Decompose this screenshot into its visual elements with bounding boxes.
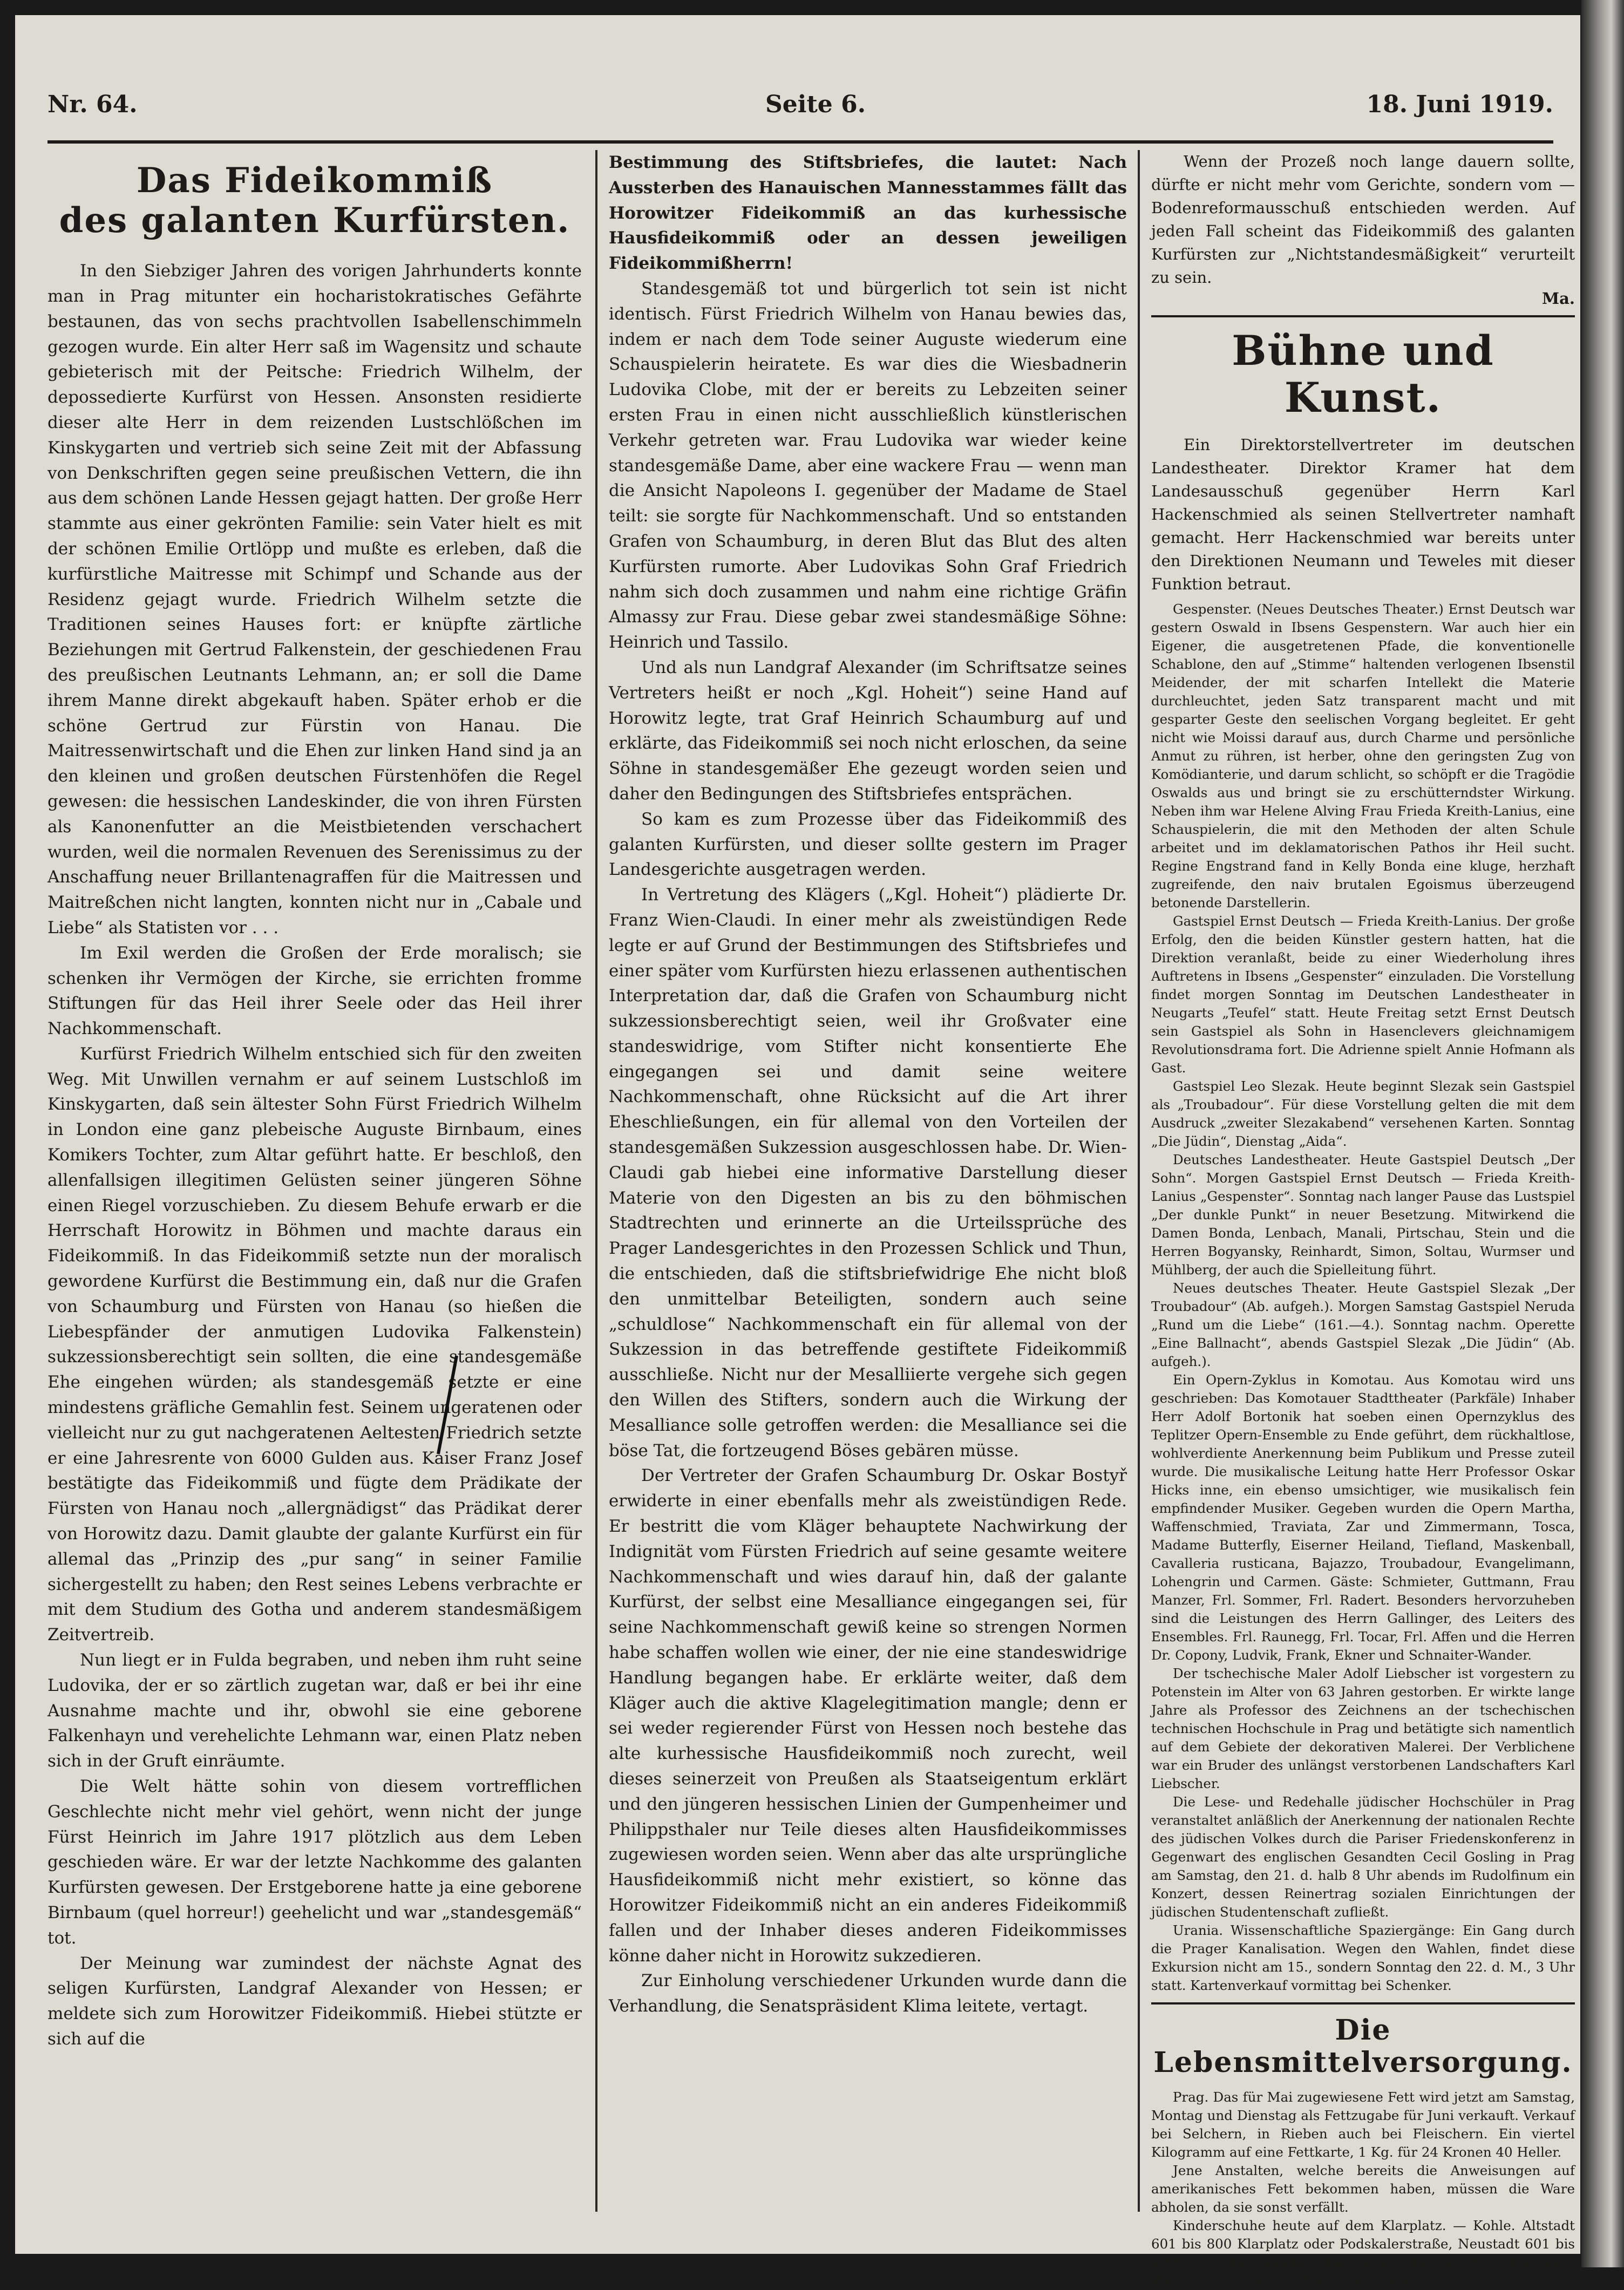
header-rule [47,140,1553,144]
article-paragraph: Bestimmung des Stiftsbriefes, die lautet: Nach Aussterben des Hanauischen Mannesstammes fällt das Horowitzer Fideikommiß an das kurhessische Hausfideikommiß oder an dessen jeweiligen Fideikommißherrn! [609,153,1127,274]
page-header [47,91,1553,134]
news-item: Jene Anstalten, welche bereits die Anweisungen auf amerikanisches Fett bekommen haben, müssen die Ware abholen, da sie sonst verfällt. [1151,2163,1575,2216]
column-1 [47,150,582,2217]
article-paragraph: Zur Einholung verschiedener Urkunden wurde dann die Verhandlung, die Senatspräsident Klima leitete, vertagt. [609,1971,1127,2016]
news-item: Ein Opern-Zyklus in Komotau. Aus Komotau wird uns geschrieben: Das Komotauer Stadttheater (Parkfäle) Inhaber Herr Adolf Bortonik hat soeben einen Opernzyklus des Teplitzer Opern-Ensemble zu Ende geführt, dem rückhaltlose, wohlverdiente Anerkennung beim Publikum und Presse zuteil wurde. Die musikalische Leitung hatte Herr Professor Oskar Hicks inne, ein ebenso umsichtiger, wie musikalisch fein empfindender Musiker. Gegeben wurden die Opern Martha, Waffenschmied, Traviata, Zar und Zimmermann, Tosca, Madame Butterfly, Eiserner Heiland, Tiefland, Maskenball, Cavalleria rusticana, Bajazzo, Troubadour, Evangelimann, Lohengrin und Carmen. Gäste: Schmieter, Guttmann, Frau Manzer, Frl. Sommer, Frl. Radert. Besonders hervorzuheben sind die Leistungen des Herrn Gallinger, des Leiters des Ensembles. Frl. Raunegg, Frl. Tocar, Frl. Affen und die Herren Dr. Copony, Ludvik, Frank, Ekner und Schnaiter-Wander. [1151,1371,1575,1663]
article-headline [47,161,582,240]
article-paragraph: In Vertretung des Klägers („Kgl. Hoheit“) plädierte Dr. Franz Wien-Claudi. In einer mehr als zweistündigen Rede legte er auf Grund der Bestimmungen des Stiftsbriefes und einer später vom Kurfürsten hiezu erlassenen authentischen Interpretation dar, daß die Grafen von Schaumburg nicht sukzessionsberechtigt seien, weil ihr Großvater eine standeswidrige, vom Stifter nicht konsentierte Ehe eingegangen sei und damit seine weitere Nachkommenschaft, ohne Rücksicht auf die Art ihrer Eheschließungen, ein für allemal von den Vorteilen der standesgemäßen Sukzession ausgeschlossen habe. Dr. Wien-Claudi gab hiebei eine informative Darstellung dieser Materie von den Digesten an bis zu den böhmischen Stadtrechten und erinnerte an die Urteilssprüche des Prager Landesgerichtes in den Prozessen Schlick und Thun, die entschieden, daß die stiftsbriefwidrige Ehe nicht bloß den unmittelbar Beteiligten, sondern auch seine „schuldlose“ Nachkommenschaft ein für allemal von der Sukzession in das betreffende gestiftete Fideikommiß ausschließe. Nicht nur der Mesalliierte vergehe sich gegen den Willen des Stifters, sondern auch die Wirkung der Mesalliance solle getroffen werden: die Mesalliance sei die böse Tat, die fortzeugend Böses gebären müsse. [609,885,1127,1460]
section-rule [1151,2002,1575,2004]
news-item: Kinderschuhe heute auf dem Klarplatz. — Kohle. Altstadt 601 bis 800 Klarplatz oder Podskalerstraße, Neustadt 601 bis 1000 Podskalerstraße, Kleinseite 511 bis 610 Klarplatz, Wyschehrad 1 bis 100 Podskalerstraße. [1151,2218,1575,2289]
author-signature: Ma. [1542,289,1575,308]
news-item: Gespenster. (Neues Deutsches Theater.) Ernst Deutsch war gestern Oswald in Ibsens Gespenstern. War auch hier ein Eigener, die ausgetretenen Pfade, die konventionelle Schablone, den auf „Stimme“ haltenden verlogenen Ibsenstil Meidender, der mit scharfen Intellekt die Materie durchleuchtet, jeden Satz transparent macht und mit gesparter Geste den seelischen Vorgang begleitet. Er geht nicht wie Moissi darauf aus, durch Charme und persönliche Anmut zu rühren, ist herber, ohne den geringsten Zug von Komödianterie, und darum schlicht, so schöpft er die Tragödie Oswalds aus und bringt sie zu erschütterndster Wirkung. Neben ihm war Helene Alving Frau Frieda Kreith-Lanius, eine Schauspielerin, die mit den Methoden der alten Schule arbeitet und im deklamatorischen Pathos ihr Heil sucht. Regine Engstrand fand in Kelly Bonda eine kluge, herzhaft zugreifende, den naiv brutalen Egoismus überzeugend betonende Darstellerin. [1151,601,1575,910]
issue-number: Nr. 64. [47,91,138,118]
article-paragraph: Im Exil werden die Großen der Erde moralisch; sie schenken ihr Vermögen der Kirche, sie errichten fromme Stiftungen für das Heil ihrer Seele oder das Heil ihrer Nachkommenschaft. [47,943,582,1039]
issue-date: 18. Juni 1919. [1366,91,1553,118]
article-paragraph: Wenn der Prozeß noch lange dauern sollte, dürfte er nicht mehr vom Gerichte, sondern vom — Bodenreformausschuß entschieden werden. Auf jeden Fall scheint das Fideikommiß des galanten Kurfürsten zur „Nichtstandesmäßigkeit“ verurteilt zu sein. [1151,152,1575,287]
section-headline-lebensmittel: Die Lebensmittelversorgung. [1153,2013,1573,2079]
article-paragraph: Die Welt hätte sohin von diesem vortrefflichen Geschlechte nicht mehr viel gehört, wenn nicht der junge Fürst Heinrich im Jahre 1917 plötzlich aus dem Leben geschieden wäre. Er war der letzte Nachkomme des galanten Kurfürsten gewesen. Der Erstgeborene hatte ja eine geborene Birnbaum (quel horreur!) geehelicht und war „standesgemäß“ tot. [47,1777,582,1948]
news-item: Prag. Das für Mai zugewiesene Fett wird jetzt am Samstag, Montag und Dienstag als Fettzugabe für Juni verkauft. Verkauf bei Selchern, in Rieben auch bei Fleischern. Ein viertel Kilogramm auf eine Fettkarte, 1 Kg. für 24 Kronen 40 Heller. [1151,2089,1575,2160]
news-item-lead: Ein Direktorstellvertreter im deutschen Landestheater. Direktor Kramer hat dem Landesausschuß gegenüber Herrn Karl Hackenschmied als seinen Stellvertreter namhaft gemacht. Herr Hackenschmied war bereits unter den Direktionen Neumann und Teweles mit dieser Funktion betraut. [1151,435,1575,593]
section-headline-buehne: Bühne und Kunst. [1232,327,1494,422]
headline-line-2: des galanten Kurfürsten. [59,200,570,241]
article-paragraph: Und als nun Landgraf Alexander (im Schriftsatze seines Vertreters heißt er noch „Kgl. Hoheit“) seine Hand auf Horowitz legte, trat Graf Heinrich Schaumburg auf und erklärte, das Fideikommiß sei noch nicht erloschen, da seine Söhne in standesgemäßer Ehe gezeugt worden seien und daher den Bedingungen des Stiftsbriefes entsprächen. [609,657,1127,804]
news-item: Gastspiel Ernst Deutsch — Frieda Kreith-Lanius. Der große Erfolg, den die beiden Künstler gestern hatten, hat die Direktion veranlaßt, beide zu einer Wiederholung ihres Auftretens in Ibsens „Gespenster“ einzuladen. Die Vorstellung findet morgen Sonntag im Deutschen Landestheater in Neugarts „Teufel“ statt. Heute Freitag setzt Ernst Deutsch sein Gastspiel als Sohn in Hasenclevers gleichnamigem Revolutionsdrama fort. Die Adrienne spielt Annie Hofmann als Gast. [1151,913,1575,1076]
article-paragraph: Der Vertreter der Grafen Schaumburg Dr. Oskar Bostyř erwiderte in einer ebenfalls mehr als zweistündigen Rede. Er bestritt die vom Kläger behauptete Nachwirkung der Indignität vom Fürsten Friedrich auf seine gesamte weitere Nachkommenschaft und wies darauf hin, daß der galante Kurfürst, der selbst eine Mesalliance eingegangen sei, für seine Nachkommenschaft gewiß keine so strengen Normen habe schaffen wollen wie einer, der nie eine standeswidrige Handlung begangen habe. Er erklärte weiter, daß dem Kläger auch die aktive Klagelegitimation mangle; denn er sei weder regierender Fürst von Hessen noch bestehe das alte kurhessische Hausfideikommiß noch zurecht, weil dieses seinerzeit von Preußen als Staatseigentum erklärt und den jüngeren hessischen Linien der Gumpenheimer und Philippsthaler nur Teile dieses alten Hausfideikommisses zugewiesen worden seien. Wenn aber das alte ursprüngliche Hausfideikommiß nicht mehr existiert, so könne das Horowitzer Fideikommiß nicht an ein anderes Fideikommiß fallen und der Inhaber dieses anderen Fideikommisses könne daher nicht in Horowitz sukzedieren. [609,1466,1127,1966]
column-rule [595,150,597,2212]
newspaper-page [15,15,1580,2289]
news-item: Die Lese- und Redehalle jüdischer Hochschüler in Prag veranstaltet anläßlich der Anerkennung der nationalen Rechte des jüdischen Volkes durch die Pariser Friedenskonferenz in Gegenwart des englischen Gesandten Cecil Gosling in Prag am Samstag, den 21. d. halb 8 Uhr abends im Rudolfinum ein Konzert, dessen Reinertrag sozialen Einrichtungen der jüdischen Studentenschaft zufließt. [1151,1793,1575,1920]
article-paragraph: In den Siebziger Jahren des vorigen Jahrhunderts konnte man in Prag mitunter ein hocharistokratisches Gefährte bestaunen, das von sechs prachtvollen Isabellenschimmeln gezogen wurde. Ein alter Herr saß im Wagensitz und schaute gebieterisch mit der Peitsche: Friedrich Wilhelm, der depossedierte Kurfürst von Hessen. Ansonsten residierte dieser alte Herr in dem reizenden Lustschlößchen im Kinskygarten und vertrieb sich seine Zeit mit der Abfassung von Denkschriften gegen seine preußischen Vettern, die ihn aus dem schönen Lande Hessen gejagt hatten. Der große Herr stammte aus einer gekrönten Familie: sein Vater hielt es mit der schönen Emilie Ortlöpp und mußte es erleben, daß die kurfürstliche Maitresse mit Schimpf und Schande aus der Residenz gejagt wurde. Friedrich Wilhelm setzte die Traditionen seines Hauses fort: er knüpfte zärtliche Beziehungen mit Gertrud Falkenstein, der geschiedenen Frau des preußischen Leutnants Lehmann, an; er soll die Dame ihrem Manne direkt abgekauft haben. Später erhob er die schöne Gertrud zur Fürstin von Hanau. Die Maitressenwirtschaft und die Ehen zur linken Hand sind ja an den kleinen und großen deutschen Fürstenhöfen die Regel gewesen: die hessischen Landeskinder, die von ihren Fürsten als Kanonenfutter an die Meistbietenden verschachert wurden, weil die normalen Revenuen des Serenissimus zu der Anschaffung neuer Brillantenagraffen für die Maitressen und Maitreßchen nicht langten, konnten nicht nur in „Cabale und Liebe“ als Statisten vor . . . [47,261,582,937]
headline-line-1: Das Fideikommiß [136,160,493,201]
news-item: Neues deutsches Theater. Heute Gastspiel Slezak „Der Troubadour“ (Ab. aufgeh.). Morgen Samstag Gastspiel Neruda „Rund um die Liebe“ (161.—4.). Sonntag nachm. Operette „Eine Ballnacht“, abends Gastspiel Slezak „Die Jüdin“ (Ab. aufgeh.). [1151,1280,1575,1369]
column-rule [1138,150,1140,2212]
article-paragraph: Kurfürst Friedrich Wilhelm entschied sich für den zweiten Weg. Mit Unwillen vernahm er auf seinem Lustschloß im Kinskygarten, daß sein ältester Sohn Fürst Friedrich Wilhelm in London eine ganz plebeische Auguste Birnbaum, eines Komikers Tochter, zum Altar geführt hatte. Er beschloß, den allenfallsigen illegitimen Gelüsten seiner jüngeren Söhne einen Riegel vorzuschieben. Zu diesem Behufe erwarb er die Herrschaft Horowitz in Böhmen und machte daraus ein Fideikommiß. In das Fideikommiß setzte nun der moralisch gewordene Kurfürst die Bestimmung ein, daß nur die Grafen von Schaumburg und Fürsten von Hanau (so hießen die Liebespfänder der anmutigen Ludovika Falkenstein) sukzessionsberechtigt sein sollten, die eine standesgemäße Ehe eingehen würden; als standesgemäß setzte er eine mindestens gräfliche Gemahlin fest. Seinem ungeratenen oder vielleicht nur zu gut nachgeratenen Aeltesten Friedrich setzte er eine Jahresrente von 6000 Gulden aus. Kaiser Franz Josef bestätigte das Fideikommiß und fügte dem Prädikate der Fürsten von Hanau noch „allergnädigst“ das Prädikat derer von Horowitz dazu. Damit glaubte der galante Kurfürst ein für allemal das „Prinzip des „pur sang“ in seiner Familie sichergestellt zu haben; den Rest seines Lebens verbrachte er mit dem Studium des Gotha und anderem standesmäßigem Zeitvertreib. [47,1044,582,1645]
scan-edge-shadow [1581,0,1624,2267]
news-item: Gastspiel Leo Slezak. Heute beginnt Slezak sein Gastspiel als „Troubadour“. Für diese Vorstellung gelten die mit dem Ausdruck „zweiter Slezakabend“ versehenen Karten. Sonntag „Die Jüdin“, Dienstag „Aida“. [1151,1078,1575,1149]
article-paragraph: Der Meinung war zumindest der nächste Agnat des seligen Kurfürsten, Landgraf Alexander von Hessen; er meldete sich zum Horowitzer Fideikommiß. Hiebei stützte er sich auf die [47,1953,582,2049]
pen-mark-decoration [431,1354,463,1456]
column-3 [1151,150,1575,2289]
news-item: Deutsches Landestheater. Heute Gastspiel Deutsch „Der Sohn“. Morgen Gastspiel Ernst Deutsch — Frieda Kreith-Lanius „Gespenster“. Sonntag nach langer Pause das Lustspiel „Der dunkle Punkt“ in neuer Besetzung. Mitwirkend die Damen Bonda, Lenbach, Manali, Pirtschau, Stein und die Herren Bogyansky, Reinhardt, Simon, Soltau, Wurmser und Mühlberg, der auch die Spielleitung führt. [1151,1151,1575,1277]
article-paragraph: So kam es zum Prozesse über das Fideikommiß des galanten Kurfürsten, und dieser sollte gestern im Prager Landesgerichte ausgetragen werden. [609,809,1127,880]
section-rule [1151,315,1575,317]
news-item: Urania. Wissenschaftliche Spaziergänge: Ein Gang durch die Prager Kanalisation. Wegen den Wahlen, findet diese Exkursion nicht am 15., sondern Sonntag den 22. d. M., 3 Uhr statt. Kartenverkauf vormittag bei Schenker. [1151,1922,1575,1993]
article-paragraph: Standesgemäß tot und bürgerlich tot sein ist nicht identisch. Fürst Friedrich Wilhelm von Hanau bewies das, indem er nach dem Tode seiner Auguste wiederum eine Schauspielerin heiratete. Es war dies die Wiesbadnerin Ludovika Clobe, mit der er bereits zu Lebzeiten seiner ersten Frau in einen nicht ausschließlich künstlerischen Verkehr getreten war. Frau Ludovika war wieder keine standesgemäße Dame, aber eine wackere Frau — wenn man die Ansicht Napoleons I. gegenüber der Madame de Stael teilt: sie sorgte für Nachkommenschaft. Und so entstanden Grafen von Schaumburg, in deren Blut das Blut des alten Kurfürsten rumorte. Aber Ludovikas Sohn Graf Friedrich nahm sich doch zusammen und nahm eine richtige Gräfin Almassy zur Frau. Diese gebar zwei standesmäßige Söhne: Heinrich und Tassilo. [609,278,1127,653]
article-paragraph: Nun liegt er in Fulda begraben, und neben ihm ruht seine Ludovika, der er so zärtlich zugetan war, daß er bei ihr eine Ausnahme machte und ihr, obwohl sie eine geborene Falkenhayn und verehelichte Lehmann war, einen Platz neben sich in der Gruft einräumte. [47,1650,582,1771]
news-item: Der tschechische Maler Adolf Liebscher ist vorgestern zu Potenstein im Alter von 63 Jahren gestorben. Er wirkte lange Jahre als Professor des Zeichnens an der tschechischen technischen Hochschule in Prag und betätigte sich namentlich auf dem Gebiete der dekorativen Malerei. Der Verblichene war ein Bruder des unlängst verstorbenen Landschafters Karl Liebscher. [1151,1665,1575,1791]
column-2 [609,150,1127,2217]
page-number: Seite 6. [765,91,866,118]
